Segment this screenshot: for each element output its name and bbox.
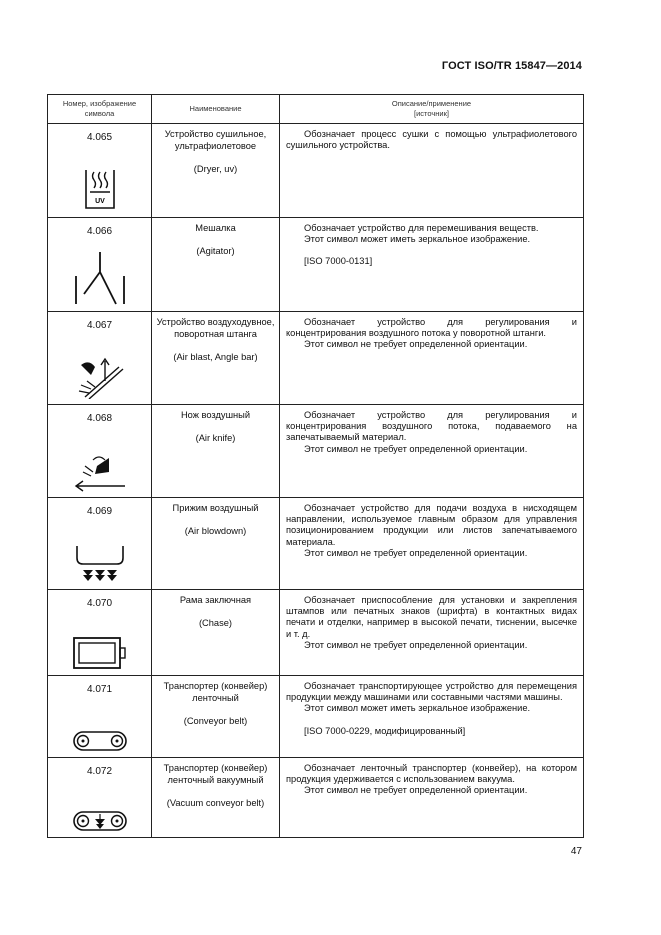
name-en: (Vacuum conveyor belt) bbox=[166, 798, 265, 808]
col-header-number: Номер, изображение символа bbox=[48, 95, 152, 124]
conveyor-belt-icon bbox=[72, 730, 128, 752]
description-text: Обозначает устройство для перемешивания веществ. bbox=[304, 223, 539, 233]
description-cell bbox=[280, 758, 584, 838]
symbol-cell bbox=[48, 312, 152, 405]
description-text: Этот символ не требует определенной ориентации. bbox=[304, 639, 528, 650]
name-ru: Нож воздушный bbox=[180, 410, 251, 420]
symbol-cell bbox=[48, 218, 152, 312]
symbol-number: 4.065 bbox=[86, 132, 113, 143]
description-text: Этот символ не требует определенной ориентации. bbox=[304, 339, 528, 350]
col-header-description bbox=[280, 95, 584, 124]
symbol-cell bbox=[48, 676, 152, 758]
name-ru: Устройство сушильное, ультрафиолетовое bbox=[164, 129, 267, 151]
page-number: 47 bbox=[570, 846, 582, 857]
source-reference: [ISO 7000-0229, модифицированный] bbox=[304, 725, 466, 736]
name-ru: Рама заключная bbox=[179, 595, 252, 605]
description-text: Этот символ не требует определенной ориентации. bbox=[304, 443, 528, 454]
description-text: Обозначает устройство для подачи воздуха в нисходящем направлении, используемое главным образом для управления позиционированием продукции или листов запечатываемого материала. bbox=[286, 503, 577, 547]
table-row bbox=[48, 124, 584, 218]
col-header-description-line2: [источник] bbox=[414, 109, 449, 118]
air-blowdown-icon bbox=[73, 544, 127, 584]
name-cell bbox=[152, 590, 280, 676]
name-cell bbox=[152, 405, 280, 498]
document-title: ГОСТ ISO/TR 15847—2014 bbox=[441, 60, 582, 72]
description-text: Обозначает ленточный транспортер (конвейер), на котором продукция удерживается с использованием вакуума. bbox=[286, 763, 577, 785]
symbol-number: 4.070 bbox=[86, 598, 113, 609]
name-en: (Air blast, Angle bar) bbox=[173, 352, 258, 362]
name-en: (Agitator) bbox=[196, 246, 235, 256]
name-cell bbox=[152, 218, 280, 312]
symbol-cell bbox=[48, 405, 152, 498]
description-text: Обозначает процесс сушки с помощью ультрафиолетового сушильного устройства. bbox=[286, 129, 577, 151]
col-header-description-line1: Описание/применение bbox=[391, 99, 472, 108]
description-text: Этот символ может иметь зеркальное изображение. bbox=[304, 703, 531, 714]
symbol-cell bbox=[48, 498, 152, 590]
table-header-row bbox=[48, 95, 584, 124]
name-ru: Мешалка bbox=[195, 223, 236, 233]
dryer-uv-icon bbox=[80, 166, 120, 212]
source-reference: [ISO 7000-0131] bbox=[304, 256, 373, 267]
name-cell bbox=[152, 124, 280, 218]
air-knife-icon bbox=[71, 452, 129, 492]
symbol-cell bbox=[48, 590, 152, 676]
name-ru: Транспортер (конвейер) ленточный bbox=[163, 681, 268, 703]
table-row bbox=[48, 312, 584, 405]
description-cell bbox=[280, 590, 584, 676]
symbol-number: 4.069 bbox=[86, 506, 113, 517]
name-en: (Air blowdown) bbox=[184, 526, 247, 536]
chase-icon bbox=[72, 636, 128, 670]
description-cell bbox=[280, 312, 584, 405]
description-cell bbox=[280, 498, 584, 590]
symbol-cell bbox=[48, 124, 152, 218]
table-row bbox=[48, 758, 584, 838]
description-text: Обозначает приспособление для установки и закрепления штампов или печатных знаков (шрифта) в контактных видах печати и отделки, например в высокой печати, тиснении, высечке и т. д. bbox=[286, 595, 577, 639]
description-text: Обозначает устройство для регулирования и концентрирования воздушного потока у поворотной штанги. bbox=[286, 317, 577, 339]
symbol-number: 4.068 bbox=[86, 413, 113, 424]
description-text: Обозначает транспортирующее устройство для перемещения продукции между машинами или составными частями машины. bbox=[286, 681, 577, 703]
symbol-cell bbox=[48, 758, 152, 838]
table-row bbox=[48, 676, 584, 758]
name-en: (Chase) bbox=[198, 618, 233, 628]
uv-label: UV bbox=[94, 198, 105, 205]
description-text: Обозначает устройство для регулирования и концентрирования воздушного потока, подаваемого на запечатываемый материал. bbox=[286, 410, 577, 443]
name-ru: Устройство воздуходувное, поворотная штанга bbox=[156, 317, 275, 339]
description-text: Этот символ не требует определенной ориентации. bbox=[304, 547, 528, 558]
col-header-name: Наименование bbox=[152, 95, 280, 124]
description-text: Этот символ может иметь зеркальное изображение. bbox=[304, 234, 531, 245]
name-ru: Транспортер (конвейер) ленточный вакуумный bbox=[163, 763, 268, 785]
description-cell bbox=[280, 405, 584, 498]
name-ru: Прижим воздушный bbox=[172, 503, 259, 513]
vacuum-conveyor-belt-icon bbox=[72, 810, 128, 832]
name-en: (Air knife) bbox=[195, 433, 236, 443]
table-row bbox=[48, 218, 584, 312]
name-cell bbox=[152, 498, 280, 590]
name-en: (Conveyor belt) bbox=[183, 716, 248, 726]
symbol-number: 4.071 bbox=[86, 684, 113, 695]
description-cell bbox=[280, 218, 584, 312]
table-row bbox=[48, 498, 584, 590]
symbols-table bbox=[47, 94, 584, 838]
table-row bbox=[48, 590, 584, 676]
symbol-number: 4.066 bbox=[86, 226, 113, 237]
description-text: Этот символ не требует определенной ориентации. bbox=[304, 785, 528, 796]
table-row bbox=[48, 405, 584, 498]
name-cell bbox=[152, 312, 280, 405]
description-cell bbox=[280, 124, 584, 218]
symbol-number: 4.072 bbox=[86, 766, 113, 777]
symbol-number: 4.067 bbox=[86, 320, 113, 331]
description-cell bbox=[280, 676, 584, 758]
name-en: (Dryer, uv) bbox=[193, 164, 238, 174]
agitator-icon bbox=[72, 248, 128, 306]
name-cell bbox=[152, 758, 280, 838]
name-cell bbox=[152, 676, 280, 758]
air-blast-icon bbox=[75, 355, 125, 399]
